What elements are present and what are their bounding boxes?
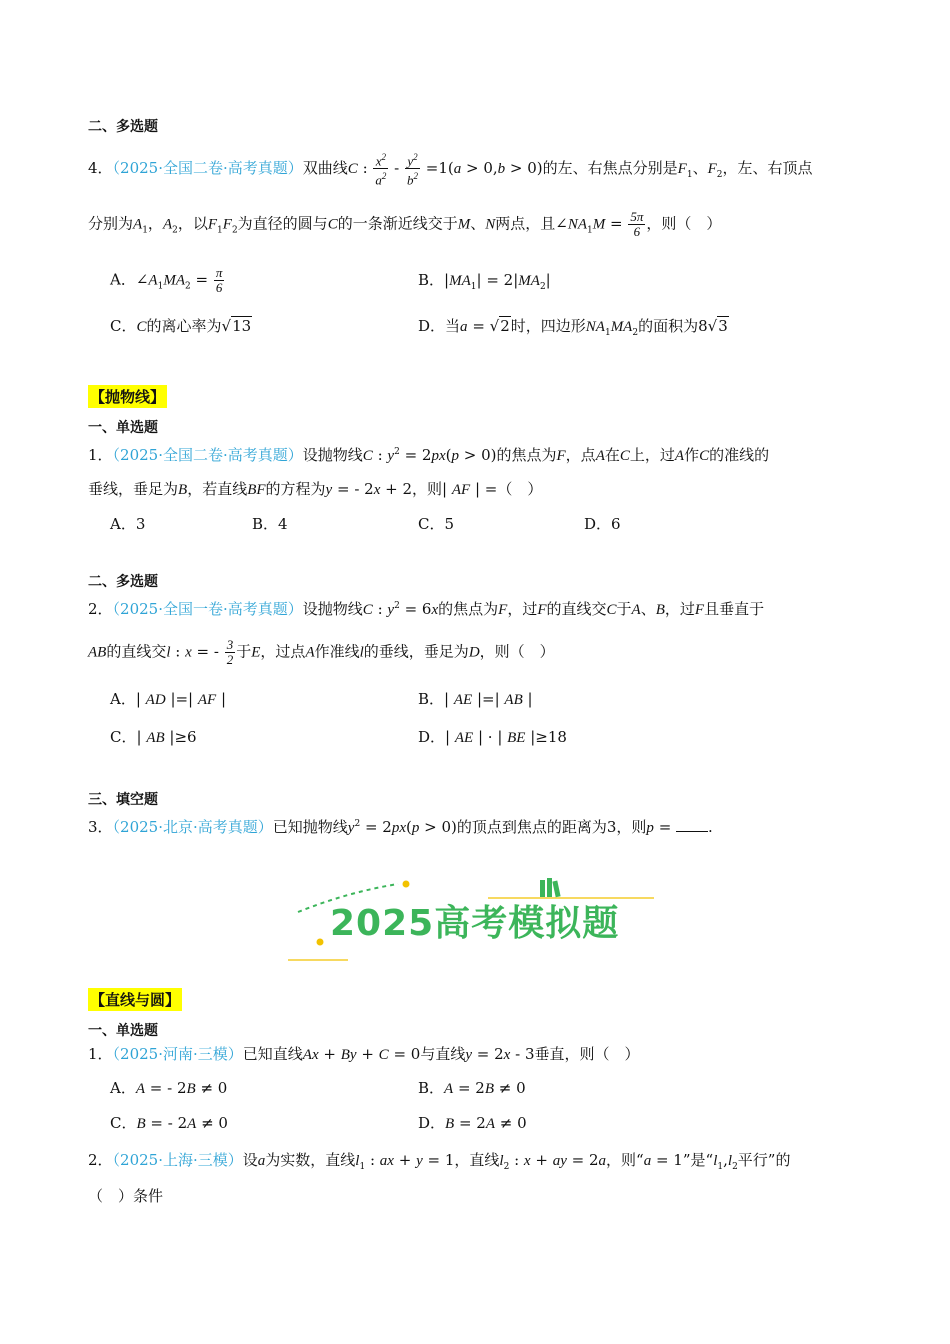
option-label: B．: [418, 1079, 445, 1097]
question-text: ，则（ ）: [646, 214, 722, 233]
question-text: 且垂直于: [704, 600, 765, 618]
banner-title: 2025高考模拟题: [330, 903, 620, 944]
section-banner: [288, 872, 668, 964]
question-text: 的左、右焦点分别是: [542, 158, 678, 177]
question-source: （2025·上海·三模）: [112, 1151, 243, 1169]
question-text: .: [708, 818, 713, 836]
line-circle-question-2-line2: （ ）条件: [88, 1187, 164, 1205]
option-label: D．: [418, 1114, 446, 1132]
question-4-line2: 分别为$A_1$，$A_2$，以$F_1F_2$为直径的圆与C的一条渐近线交于M、N两点，且$\angle NA_1M$ = $\frac{5\pi}{6}$ ，则（ ）: [88, 209, 722, 239]
parabola-question-1: 1．（2025·全国二卷·高考真题）设抛物线C : $y^2 = 2px(p > 0)$的焦点为F，点A在C上，过A作C的准线的: [88, 446, 770, 464]
question-text: 的垂线，垂足为: [363, 642, 469, 661]
answer-blank[interactable]: [676, 831, 708, 832]
question-source: （2025·全国二卷·高考真题）: [112, 158, 303, 177]
option-d[interactable]: D．6: [584, 515, 621, 533]
question-text: ，左、右顶点: [722, 158, 813, 177]
option-label: A．: [110, 270, 136, 289]
question-text: 的顶点到焦点的距离为3，则: [456, 818, 647, 836]
question-text: （ ）: [497, 480, 543, 498]
section-heading: 一、单选题: [88, 420, 158, 436]
parabola-question-1-line2: 垂线，垂足为B，若直线BF的方程为y = - 2x + 2，则| AF | =（ ）: [88, 480, 543, 498]
option-b[interactable]: B．$|MA_1| = 2|MA_2|$: [418, 271, 551, 292]
question-text: 在: [604, 446, 620, 464]
question-text: 于: [236, 642, 252, 661]
question-text: ，则: [412, 480, 443, 498]
topic-tag-parabola: 【抛物线】: [88, 385, 167, 408]
question-text: 作准线: [314, 642, 360, 661]
section-heading: 三、填空题: [88, 792, 158, 808]
question-text: 与直线: [420, 1045, 466, 1063]
question-text: 平行”的: [737, 1151, 791, 1169]
question-text: 的直线交: [106, 642, 167, 661]
question-text: ，点: [565, 446, 596, 464]
option-d[interactable]: D．B = 2A ≠ 0: [418, 1114, 527, 1132]
question-text: 上，过: [629, 446, 675, 464]
option-text: 的离心率为: [146, 317, 222, 335]
question-text: 的准线的: [709, 446, 770, 464]
section-heading: 二、多选题: [88, 574, 158, 590]
question-text: 双曲线: [302, 158, 348, 177]
section-heading: 一、单选题: [88, 1023, 158, 1039]
line-circle-question-2: 2．（2025·上海·三模）设a为实数，直线$l_1$ : ax + y = 1，直线$l_2$ : x + ay = 2a，则“a = 1”是“$l_1,l_2$平行”的: [88, 1151, 791, 1172]
question-text: ，直线: [454, 1151, 500, 1169]
option-label: C．: [110, 1114, 137, 1132]
question-text: 垂线，垂足为: [88, 480, 179, 498]
option-b[interactable]: B．4: [252, 515, 288, 533]
question-source: （2025·全国二卷·高考真题）: [112, 446, 303, 464]
option-c[interactable]: C．B = - 2A ≠ 0: [110, 1114, 228, 1132]
option-label: C．: [110, 317, 137, 335]
option-c[interactable]: C．| AB |≥6: [110, 728, 197, 746]
question-text: 两点，且: [495, 214, 556, 233]
books-icon: [540, 878, 561, 897]
option-c[interactable]: C．C的离心率为√13: [110, 317, 252, 335]
question-text: 于: [616, 600, 632, 618]
question-text: 为实数，直线: [265, 1151, 356, 1169]
parabola-question-3: 3．（2025·北京·高考真题）已知抛物线$y^2 = 2px(p > 0)$的顶点到焦点的距离为3，则p = .: [88, 818, 713, 836]
question-source: （2025·北京·高考真题）: [112, 818, 273, 836]
option-label: B．: [418, 690, 445, 708]
question-number: 4．: [88, 158, 113, 177]
question-text: 设: [242, 1151, 258, 1169]
question-text: 设抛物线: [302, 446, 363, 464]
option-b[interactable]: B．| AE |=| AB |: [418, 690, 533, 708]
question-text: 垂直，则（ ）: [534, 1045, 640, 1063]
option-label: B．: [418, 271, 445, 289]
parabola-question-2-line2: AB的直线交l : x = - $\frac{3}{2}$ 于E，过点A作准线l的垂线，垂足为D，则（ ）: [88, 637, 555, 667]
option-text: 时，四边形: [510, 317, 586, 335]
question-number: 1．: [88, 446, 113, 464]
question-text: 分别为: [88, 214, 134, 233]
option-text: 的面积为: [638, 317, 699, 335]
topic-tag-line-circle: 【直线与圆】: [88, 988, 182, 1011]
question-text: ”是“: [682, 1151, 714, 1169]
option-c[interactable]: C．5: [418, 515, 455, 533]
section-heading: 二、多选题: [88, 119, 158, 135]
option-label: D．: [418, 317, 446, 335]
question-text: ，以: [177, 214, 208, 233]
option-b[interactable]: B．A = 2B ≠ 0: [418, 1079, 526, 1097]
question-number: 2．: [88, 600, 113, 618]
question-text: 、: [640, 600, 656, 618]
option-label: D．: [418, 728, 446, 746]
question-text: 的焦点为: [496, 446, 557, 464]
question-text: 作: [684, 446, 700, 464]
option-a[interactable]: A．A = - 2B ≠ 0: [110, 1079, 228, 1097]
option-label: A．: [110, 1079, 136, 1097]
question-text: 为直径的圆与: [237, 214, 328, 233]
option-text: 当: [445, 317, 461, 335]
option-a[interactable]: A．$\angle A_1MA_2$ = $\frac{\pi}{6}$: [110, 265, 223, 295]
parabola-question-2: 2．（2025·全国一卷·高考真题）设抛物线C : $y^2 = 6x$的焦点为F，过F的直线交C于A、B，过F且垂直于: [88, 600, 765, 618]
question-text: 已知直线: [242, 1045, 303, 1063]
question-source: （2025·河南·三模）: [112, 1045, 243, 1063]
question-text: ，过: [507, 600, 538, 618]
question-text: ，若直线: [187, 480, 248, 498]
line-circle-question-1: 1．（2025·河南·三模）已知直线Ax + By + C = 0与直线y = 2x - 3垂直，则（ ）: [88, 1045, 640, 1063]
question-number: 1．: [88, 1045, 113, 1063]
question-text: 的方程为: [265, 480, 326, 498]
question-source: （2025·全国一卷·高考真题）: [112, 600, 303, 618]
question-text: ，则（ ）: [479, 642, 555, 661]
option-d[interactable]: D．| AE | · | BE |≥18: [418, 728, 567, 746]
question-text: 的焦点为: [438, 600, 499, 618]
question-text: ，过: [664, 600, 695, 618]
question-text: 的一条渐近线交于: [337, 214, 458, 233]
option-a[interactable]: A．3: [110, 515, 146, 533]
question-text: 已知抛物线: [272, 818, 348, 836]
question-text: ，则“: [606, 1151, 644, 1169]
option-label: A．: [110, 690, 136, 708]
question-number: 3．: [88, 818, 113, 836]
option-a[interactable]: A．| AD |=| AF |: [110, 690, 227, 708]
question-4: 4．（2025·全国二卷·高考真题）双曲线C : $\frac{x^2}{a^2}$ - $\frac{y^2}{b^2}$ =1(a > 0,b > 0)的左、右焦点分别是$F_1$、$F_2$，左、右顶点: [88, 152, 813, 188]
option-d[interactable]: D．当a = √2时，四边形$NA_1MA_2$的面积为8√3: [418, 317, 728, 338]
question-number: 2．: [88, 1151, 113, 1169]
question-text: 的直线交: [546, 600, 607, 618]
question-text: 设抛物线: [302, 600, 363, 618]
option-label: C．: [110, 728, 137, 746]
question-text: ，过点: [260, 642, 306, 661]
